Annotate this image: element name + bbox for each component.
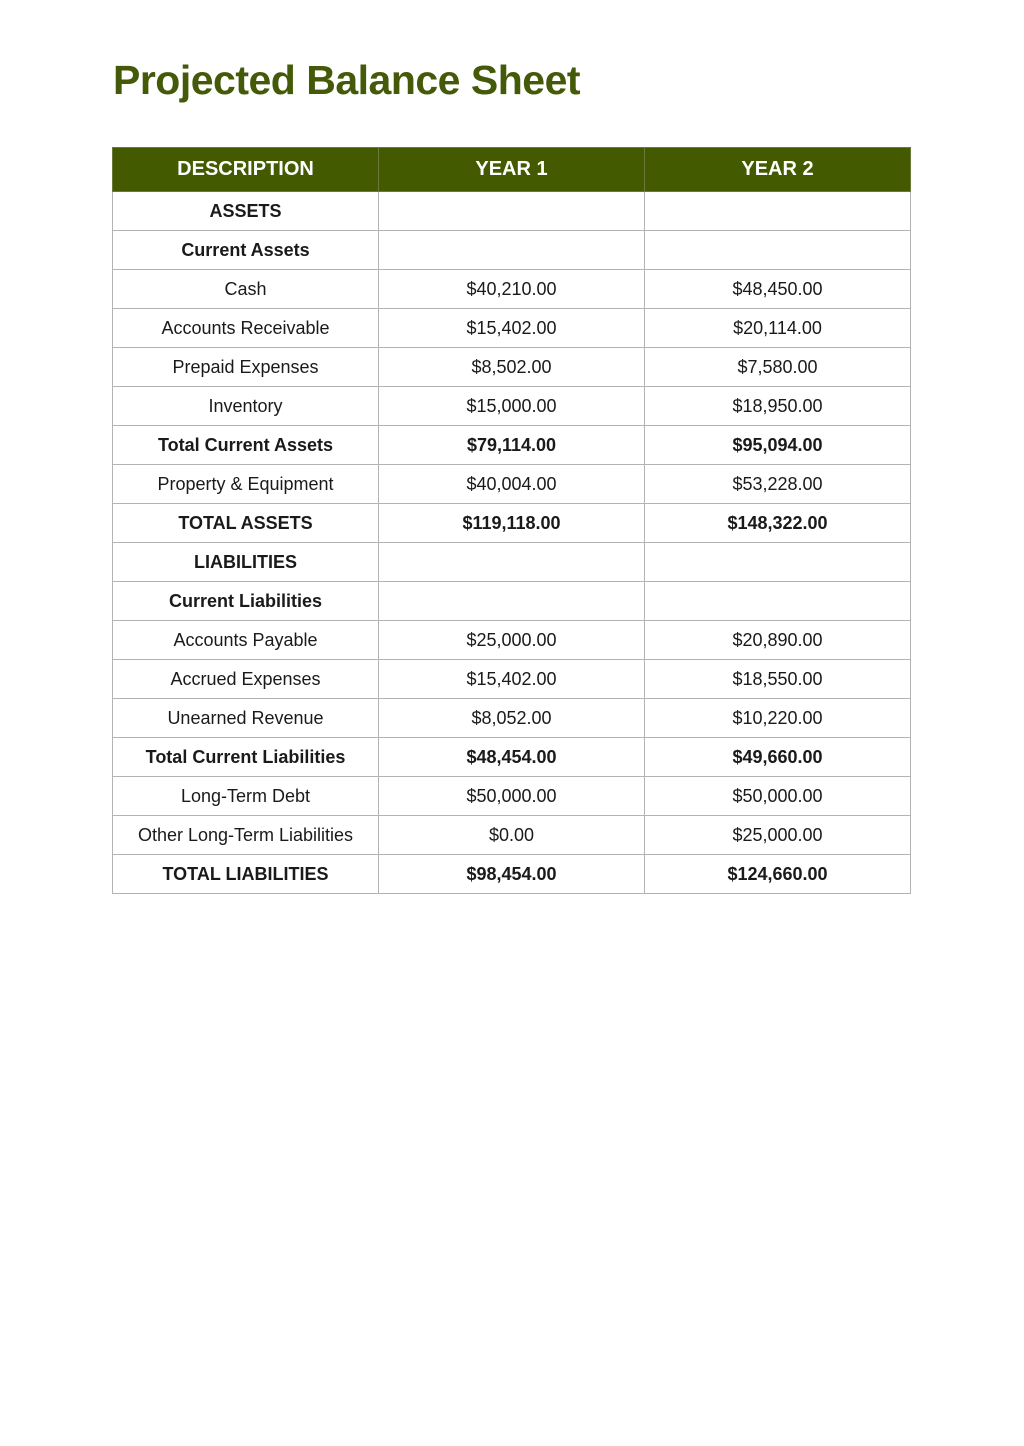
row-year-1-cell: $25,000.00 [379, 621, 645, 660]
row-year-2-cell: $7,580.00 [645, 348, 911, 387]
row-description-cell: Current Liabilities [113, 582, 379, 621]
row-year-2-cell [645, 192, 911, 231]
row-year-2-cell: $124,660.00 [645, 855, 911, 894]
row-year-2-cell: $10,220.00 [645, 699, 911, 738]
row-year-1-cell: $15,402.00 [379, 309, 645, 348]
row-description-cell: Accounts Receivable [113, 309, 379, 348]
row-description-cell: TOTAL LIABILITIES [113, 855, 379, 894]
row-description-cell: Cash [113, 270, 379, 309]
table-row [113, 348, 911, 387]
table-row [113, 543, 911, 582]
table-row [113, 309, 911, 348]
row-description-cell: Other Long-Term Liabilities [113, 816, 379, 855]
row-description-cell: Total Current Liabilities [113, 738, 379, 777]
table-row [113, 621, 911, 660]
row-year-1-cell: $79,114.00 [379, 426, 645, 465]
column-header-description: DESCRIPTION [113, 148, 379, 192]
table-row [113, 504, 911, 543]
row-year-2-cell: $18,950.00 [645, 387, 911, 426]
table-row [113, 192, 911, 231]
row-year-1-cell: $8,502.00 [379, 348, 645, 387]
table-row [113, 465, 911, 504]
row-year-2-cell: $25,000.00 [645, 816, 911, 855]
row-year-2-cell: $148,322.00 [645, 504, 911, 543]
table-row [113, 387, 911, 426]
row-year-1-cell: $40,210.00 [379, 270, 645, 309]
table-header-row [113, 148, 911, 192]
row-year-2-cell: $20,114.00 [645, 309, 911, 348]
column-header-year-2: YEAR 2 [645, 148, 911, 192]
row-year-2-cell: $95,094.00 [645, 426, 911, 465]
row-year-2-cell: $48,450.00 [645, 270, 911, 309]
table-row [113, 660, 911, 699]
row-description-cell: ASSETS [113, 192, 379, 231]
table-row [113, 777, 911, 816]
row-year-1-cell: $119,118.00 [379, 504, 645, 543]
table-row [113, 426, 911, 465]
row-year-1-cell [379, 543, 645, 582]
row-description-cell: Prepaid Expenses [113, 348, 379, 387]
row-description-cell: TOTAL ASSETS [113, 504, 379, 543]
row-description-cell: Accounts Payable [113, 621, 379, 660]
row-description-cell: LIABILITIES [113, 543, 379, 582]
row-year-1-cell [379, 231, 645, 270]
table-body [113, 192, 911, 894]
row-year-1-cell [379, 192, 645, 231]
table-row [113, 738, 911, 777]
row-description-cell: Unearned Revenue [113, 699, 379, 738]
table-row [113, 855, 911, 894]
table-row [113, 270, 911, 309]
column-header-year-1: YEAR 1 [379, 148, 645, 192]
row-description-cell: Accrued Expenses [113, 660, 379, 699]
row-year-1-cell: $0.00 [379, 816, 645, 855]
row-year-1-cell: $48,454.00 [379, 738, 645, 777]
table-row [113, 582, 911, 621]
table-row [113, 816, 911, 855]
row-year-1-cell: $8,052.00 [379, 699, 645, 738]
row-year-2-cell [645, 582, 911, 621]
row-description-cell: Current Assets [113, 231, 379, 270]
row-year-2-cell: $50,000.00 [645, 777, 911, 816]
row-description-cell: Inventory [113, 387, 379, 426]
row-year-1-cell: $50,000.00 [379, 777, 645, 816]
row-year-1-cell: $98,454.00 [379, 855, 645, 894]
row-description-cell: Long-Term Debt [113, 777, 379, 816]
row-description-cell: Property & Equipment [113, 465, 379, 504]
balance-sheet-table [112, 147, 911, 894]
row-description-cell: Total Current Assets [113, 426, 379, 465]
row-year-1-cell [379, 582, 645, 621]
row-year-2-cell: $20,890.00 [645, 621, 911, 660]
row-year-1-cell: $40,004.00 [379, 465, 645, 504]
row-year-2-cell [645, 231, 911, 270]
table-row [113, 699, 911, 738]
row-year-2-cell [645, 543, 911, 582]
row-year-2-cell: $53,228.00 [645, 465, 911, 504]
row-year-1-cell: $15,402.00 [379, 660, 645, 699]
row-year-2-cell: $49,660.00 [645, 738, 911, 777]
page-title: Projected Balance Sheet [113, 57, 581, 103]
row-year-1-cell: $15,000.00 [379, 387, 645, 426]
table-row [113, 231, 911, 270]
row-year-2-cell: $18,550.00 [645, 660, 911, 699]
